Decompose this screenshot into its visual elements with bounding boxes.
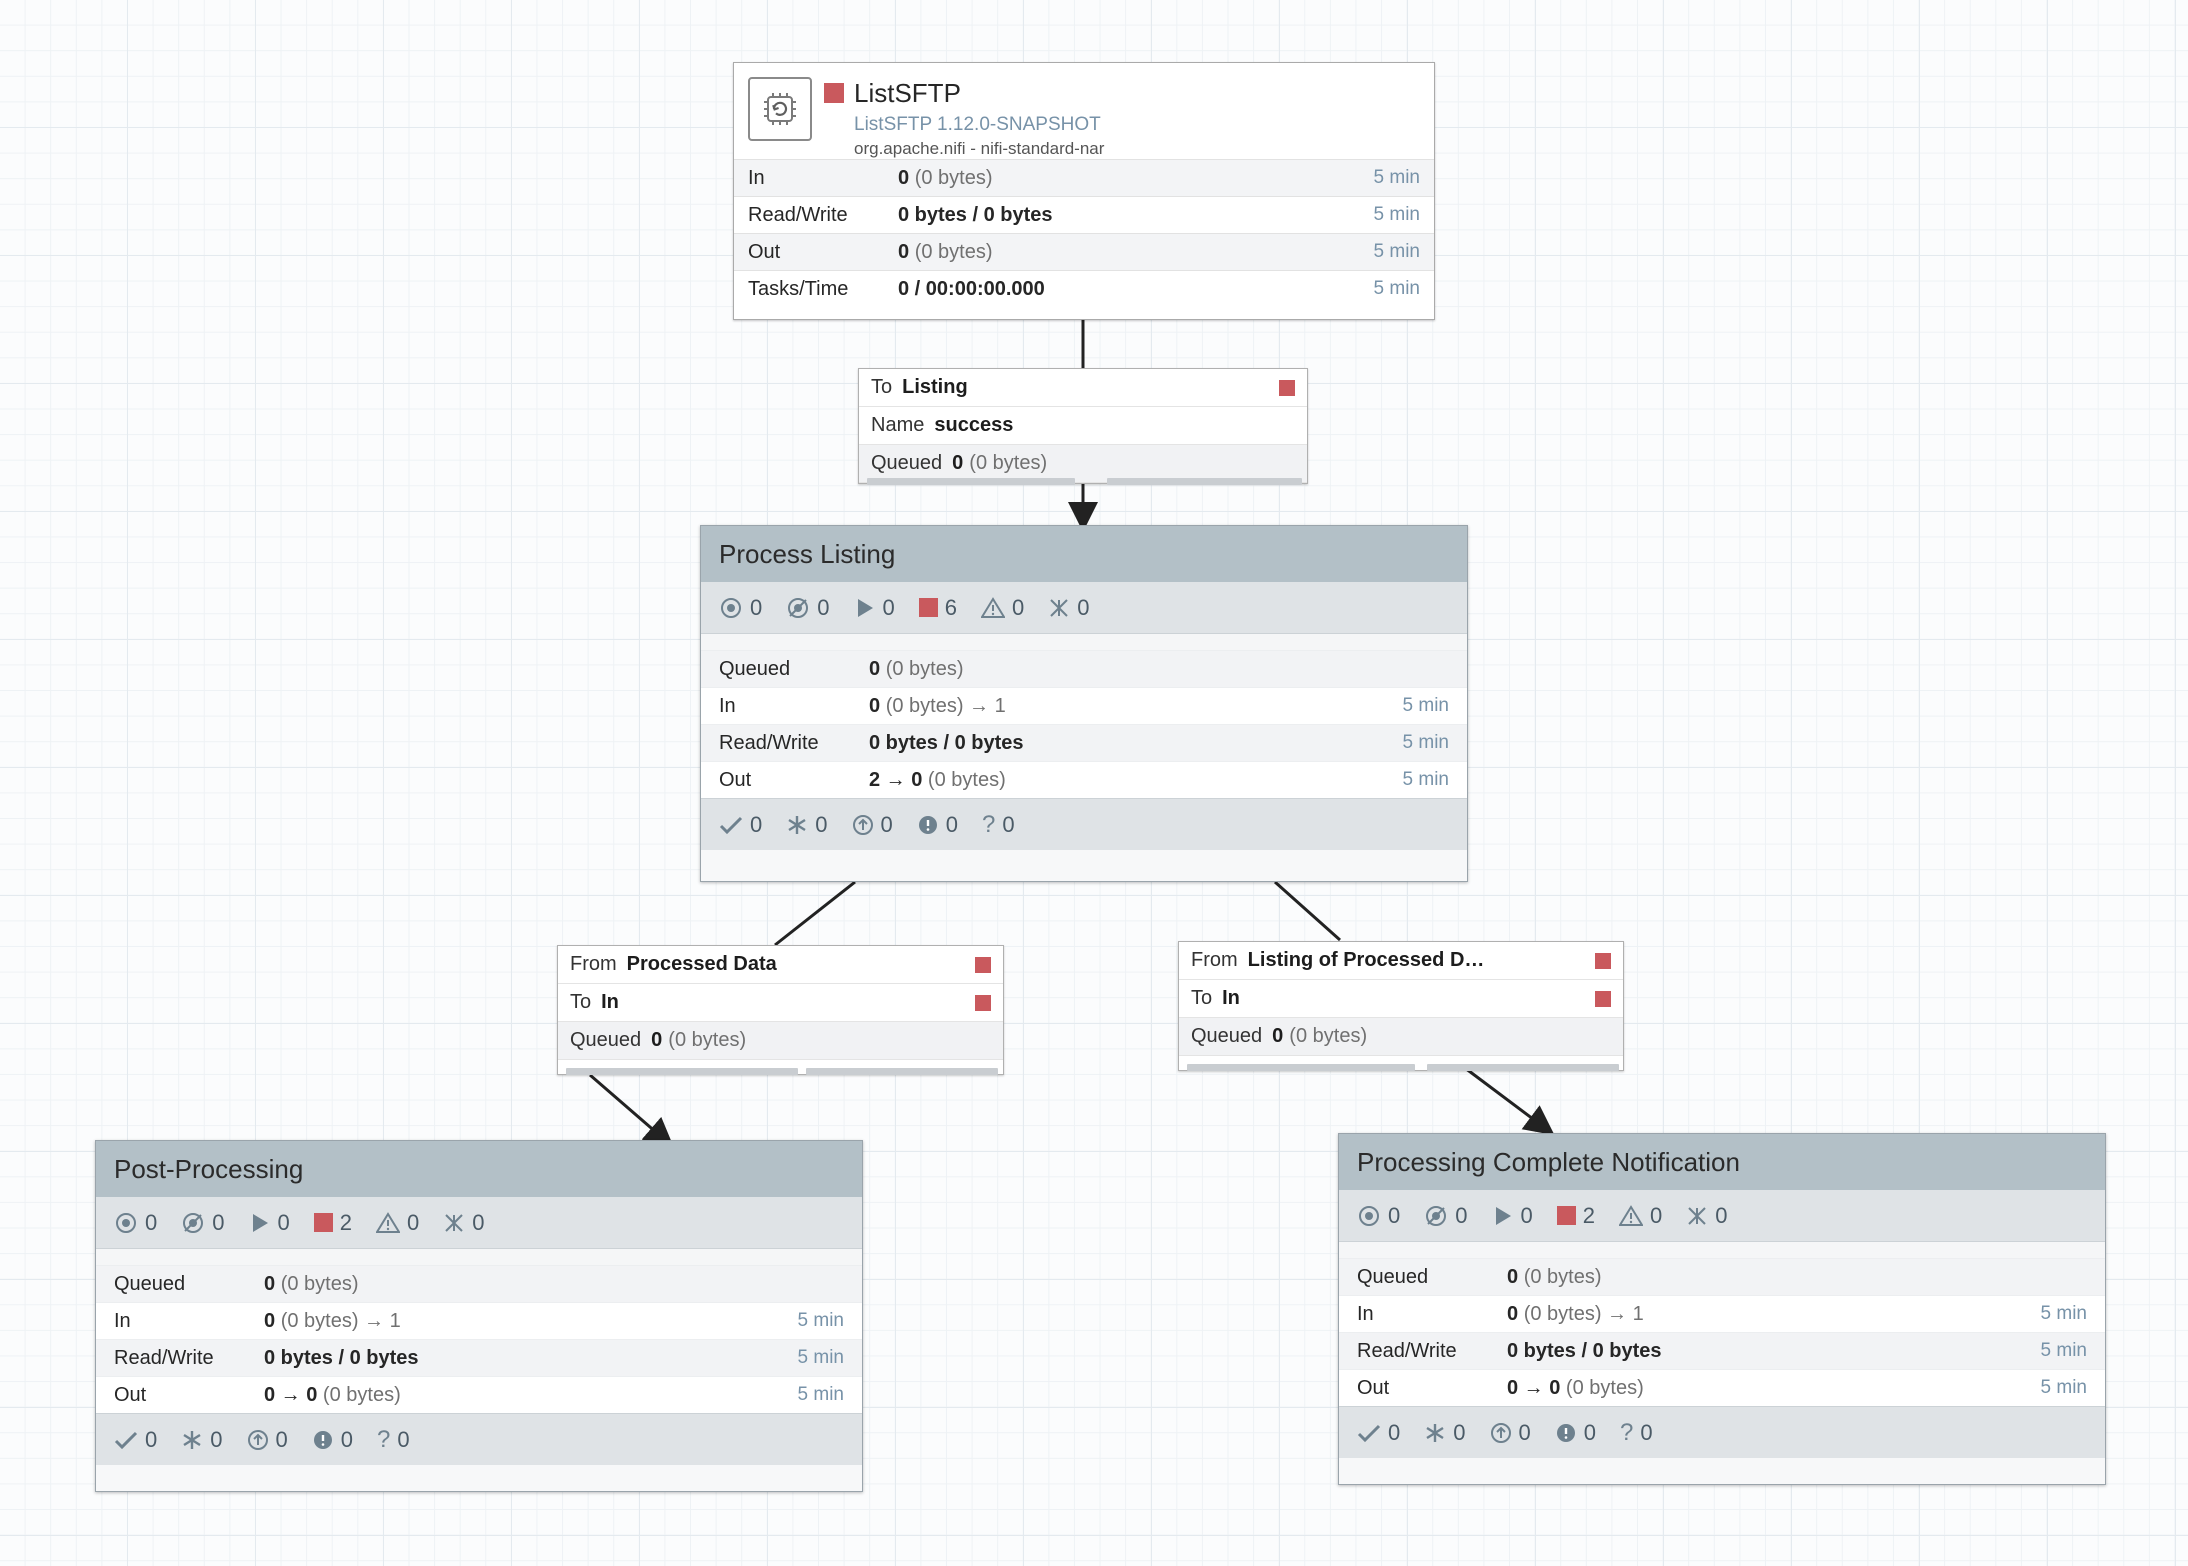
count-value: 6 [944,594,957,620]
stat-time: 5 min [1402,732,1449,753]
count-value: 0 [1520,1202,1533,1228]
count-disabled [443,1210,484,1236]
stat-time: 5 min [1402,769,1449,790]
stat-label: Read/Write [1357,1339,1457,1362]
group-stats [96,1265,862,1413]
asterisk-icon [181,1429,203,1451]
footer-uparrow [247,1427,288,1453]
connection-key: To [871,376,893,398]
stat-detail: (0 bytes) [885,657,964,680]
stopped-icon [975,995,991,1011]
stopped-icon [1557,1206,1576,1225]
asterisk-icon [786,814,808,836]
stat-label: Queued [114,1272,186,1295]
stat-time: 5 min [797,1347,844,1368]
connection-queued-detail: (0 bytes) [969,452,1048,474]
connection-queued-value: 0 [952,452,964,474]
stat-value: 0 [1507,1265,1519,1288]
transmitting-icon [1357,1204,1381,1228]
check-icon [1357,1423,1381,1443]
connection-key: Queued [570,1029,642,1051]
group-status-footer [701,798,1467,850]
queue-bar-right [1427,1064,1619,1071]
footer-check [1357,1420,1400,1446]
stat-detail: (0 bytes) [914,166,993,189]
group-stat-readwrite [1339,1332,2105,1369]
count-value: 0 [145,1209,158,1235]
count-value: 0 [1077,594,1090,620]
footer-value: 0 [880,811,893,837]
footer-asterisk [1424,1420,1465,1446]
stat-value: 0 [869,694,881,717]
count-invalid [981,595,1024,621]
stat-label: Out [1357,1376,1390,1399]
count-not-transmitting [181,1210,224,1236]
footer-uparrow [852,812,893,838]
not-transmitting-icon [181,1211,205,1235]
queue-bar-right [1107,478,1302,485]
stat-time: 5 min [1402,695,1449,716]
processor-stat-out [734,233,1434,270]
processor-type: ListSFTP 1.12.0-SNAPSHOT [854,113,1101,135]
footer-exclamation [917,812,958,838]
stat-value: 0 [264,1309,276,1332]
connection-to-listing[interactable] [858,368,1308,484]
stat-value: 0 / 00:00:00.000 [898,277,1045,300]
stat-label: Queued [719,657,791,680]
count-invalid [1619,1203,1662,1229]
stat-detail: (0 bytes) [914,240,993,263]
stat-value: 0 [898,240,910,263]
connection-key: From [1191,949,1238,971]
count-disabled [1048,595,1089,621]
running-icon [1492,1205,1514,1227]
count-not-transmitting [786,595,829,621]
group-status-footer [96,1413,862,1465]
stat-value: 0 [1507,1302,1519,1325]
stat-time: 5 min [2040,1303,2087,1324]
stat-label: Read/Write [748,203,848,226]
not-transmitting-icon [786,596,810,620]
process-group-processing-complete-notification[interactable] [1338,1133,2106,1485]
connection-key: Name [871,414,925,436]
up-arrow-icon [1490,1422,1512,1444]
stat-value: 0 → 0 [264,1383,318,1406]
connection-row-to [558,984,1003,1022]
group-stat-readwrite [96,1339,862,1376]
stat-label: In [1357,1302,1374,1325]
footer-value: 0 [750,811,763,837]
stat-time: 5 min [2040,1377,2087,1398]
connection-queued-value: 0 [651,1029,663,1051]
transmitting-icon [719,596,743,620]
stat-value: 0 bytes / 0 bytes [898,203,1053,226]
connection-row-to [859,369,1307,407]
connection-row-from [1179,942,1623,980]
warning-icon [376,1212,400,1234]
group-stat-queued [701,650,1467,687]
stat-label: Out [719,768,752,791]
queue-bar-right [806,1068,998,1075]
stat-detail: (0 bytes) → 1 [1523,1302,1644,1325]
stat-time: 5 min [1373,204,1420,225]
count-value: 0 [407,1209,420,1235]
connection-queued-detail: (0 bytes) [668,1029,747,1051]
not-transmitting-icon [1424,1204,1448,1228]
footer-value: 0 [815,811,828,837]
running-icon [854,597,876,619]
group-stat-out [96,1376,862,1413]
stat-time: 5 min [1373,167,1420,188]
stat-time: 5 min [797,1384,844,1405]
connection-listing-of-processed-data[interactable] [1178,941,1624,1071]
group-status-footer [1339,1406,2105,1458]
group-stat-out [1339,1369,2105,1406]
question-icon: ? [1620,1418,1634,1446]
connection-row-queued [1179,1018,1623,1056]
group-component-counts [1339,1190,2105,1242]
stat-value: 2 → 0 [869,768,923,791]
footer-value: 0 [275,1426,288,1452]
group-stat-out [701,761,1467,798]
queue-bar-left [1187,1064,1415,1071]
stat-value: 0 bytes / 0 bytes [1507,1339,1662,1362]
stat-detail: (0 bytes) [1565,1376,1644,1399]
stat-label: In [719,694,736,717]
transmitting-icon [114,1211,138,1235]
stat-label: Read/Write [114,1346,214,1369]
up-arrow-icon [852,814,874,836]
stat-value: 0 [898,166,910,189]
stat-detail: (0 bytes) [322,1383,401,1406]
stat-time: 5 min [2040,1340,2087,1361]
group-title: Processing Complete Notification [1339,1134,2105,1190]
footer-value: 0 [1583,1419,1596,1445]
question-icon: ? [377,1425,391,1453]
count-value: 2 [1582,1202,1595,1228]
stat-detail: (0 bytes) [1523,1265,1602,1288]
stat-label: Tasks/Time [748,277,849,300]
stopped-icon [919,598,938,617]
processor-stat-readwrite [734,196,1434,233]
question-icon: ? [982,810,996,838]
warning-icon [1619,1205,1643,1227]
count-value: 0 [277,1209,290,1235]
footer-value: 0 [1518,1419,1531,1445]
stat-detail: (0 bytes) → 1 [280,1309,401,1332]
count-invalid [376,1210,419,1236]
group-spacer [96,1249,862,1265]
group-stat-in [701,687,1467,724]
footer-check [719,812,762,838]
footer-exclamation [1555,1420,1596,1446]
footer-value: 0 [1453,1419,1466,1445]
footer-asterisk [181,1427,222,1453]
stopped-icon [1595,991,1611,1007]
stat-value: 0 [869,657,881,680]
connection-row-from [558,946,1003,984]
stat-value: 0 [264,1272,276,1295]
stat-label: Read/Write [719,731,819,754]
queue-bar-left [867,478,1075,485]
footer-exclamation [312,1427,353,1453]
footer-value: 0 [1002,811,1015,837]
processor-header [734,63,1434,159]
stopped-icon [314,1213,333,1232]
processor-icon [748,77,812,141]
count-value: 0 [1455,1202,1468,1228]
count-running [249,1210,290,1236]
stat-detail: (0 bytes) [280,1272,359,1295]
stat-value: 0 bytes / 0 bytes [869,731,1024,754]
processor-bundle: org.apache.nifi - nifi-standard-nar [854,139,1105,159]
count-value: 0 [472,1209,485,1235]
exclamation-icon [917,814,939,836]
group-component-counts [701,582,1467,634]
stopped-icon [1595,953,1611,969]
count-transmitting [114,1210,157,1236]
processor-stat-in [734,159,1434,196]
group-stat-in [96,1302,862,1339]
group-stat-in [1339,1295,2105,1332]
footer-value: 0 [210,1426,223,1452]
connection-value: In [1222,987,1240,1009]
connection-queued-detail: (0 bytes) [1289,1025,1368,1047]
processor-listsftp[interactable] [733,62,1435,320]
stat-label: In [114,1309,131,1332]
check-icon [114,1430,138,1450]
footer-question [1620,1419,1653,1447]
disabled-icon [443,1212,465,1234]
up-arrow-icon [247,1429,269,1451]
count-transmitting [719,595,762,621]
process-group-process-listing[interactable] [700,525,1468,882]
exclamation-icon [312,1429,334,1451]
connection-key: To [1191,987,1213,1009]
count-stopped [314,1210,352,1236]
connection-row-queued [558,1022,1003,1060]
queue-bar-left [566,1068,798,1075]
stat-detail: (0 bytes) → 1 [885,694,1006,717]
running-icon [249,1212,271,1234]
process-group-post-processing[interactable] [95,1140,863,1492]
processor-name: ListSFTP [854,78,961,108]
connection-key: From [570,953,617,975]
stat-time: 5 min [797,1310,844,1331]
group-title: Post-Processing [96,1141,862,1197]
stopped-icon [1279,380,1295,396]
group-title: Process Listing [701,526,1467,582]
count-value: 0 [1012,594,1025,620]
footer-value: 0 [1388,1419,1401,1445]
warning-icon [981,597,1005,619]
footer-value: 0 [340,1426,353,1452]
footer-value: 0 [145,1426,158,1452]
footer-question [377,1426,410,1454]
connection-queued-value: 0 [1272,1025,1284,1047]
footer-value: 0 [945,811,958,837]
group-stat-readwrite [701,724,1467,761]
connection-value: success [934,414,1014,436]
asterisk-icon [1424,1422,1446,1444]
connection-value: Processed Data [626,953,777,975]
group-stats [701,650,1467,798]
stat-label: Out [114,1383,147,1406]
connection-key: Queued [871,452,943,474]
disabled-icon [1048,597,1070,619]
stat-value: 0 bytes / 0 bytes [264,1346,419,1369]
stopped-icon [975,957,991,973]
connection-processed-data[interactable] [557,945,1004,1075]
connection-row-name [859,407,1307,445]
processor-stopped-icon [824,83,844,103]
connection-key: To [570,991,592,1013]
footer-value: 0 [397,1426,410,1452]
count-running [854,595,895,621]
stat-label: In [748,166,765,189]
stat-detail: (0 bytes) [927,768,1006,791]
check-icon [719,815,743,835]
count-stopped [919,595,957,621]
count-disabled [1686,1203,1727,1229]
group-spacer [701,634,1467,650]
count-value: 0 [1715,1202,1728,1228]
count-value: 0 [750,594,763,620]
group-stat-queued [96,1265,862,1302]
exclamation-icon [1555,1422,1577,1444]
count-stopped [1557,1203,1595,1229]
count-transmitting [1357,1203,1400,1229]
stat-label: Queued [1357,1265,1429,1288]
count-value: 0 [1650,1202,1663,1228]
count-value: 0 [817,594,830,620]
count-running [1492,1203,1533,1229]
footer-check [114,1427,157,1453]
disabled-icon [1686,1205,1708,1227]
connection-value: Listing of Processed D… [1247,949,1485,971]
count-value: 0 [212,1209,225,1235]
connection-value: In [601,991,619,1013]
count-value: 2 [339,1209,352,1235]
connection-value: Listing [902,376,968,398]
stat-label: Out [748,240,781,263]
footer-uparrow [1490,1420,1531,1446]
count-value: 0 [882,594,895,620]
count-not-transmitting [1424,1203,1467,1229]
stat-time: 5 min [1373,241,1420,262]
group-spacer [1339,1242,2105,1258]
group-component-counts [96,1197,862,1249]
count-value: 0 [1388,1202,1401,1228]
processor-stat-tasks [734,270,1434,307]
group-stat-queued [1339,1258,2105,1295]
connection-row-to [1179,980,1623,1018]
footer-asterisk [786,812,827,838]
footer-question [982,811,1015,839]
stat-value: 0 → 0 [1507,1376,1561,1399]
group-stats [1339,1258,2105,1406]
connection-key: Queued [1191,1025,1263,1047]
stat-time: 5 min [1373,278,1420,299]
footer-value: 0 [1640,1419,1653,1445]
